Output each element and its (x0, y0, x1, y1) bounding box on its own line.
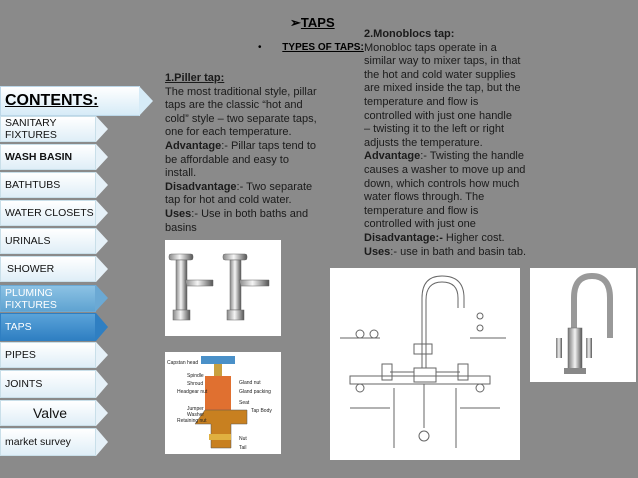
chevron-right-icon (96, 116, 108, 142)
nav-item-pipes[interactable] (0, 342, 110, 368)
nav-label: URINALS (5, 235, 51, 247)
diagram-label: Capstan head (167, 360, 199, 366)
contents-label: CONTENTS: (5, 92, 99, 109)
monobloc-line: the hot and cold water supplies (364, 68, 516, 81)
chevron-right-icon (96, 172, 108, 198)
diagram-label: Gland packing (239, 389, 271, 395)
nav-label: JOINTS (5, 378, 43, 390)
diagram-label: Nut (239, 436, 247, 442)
pillar-taps-image (165, 240, 281, 336)
pillar-line: cold” style – two separate taps, (165, 112, 317, 125)
pillar-line: taps are the classic “hot and (165, 99, 303, 112)
nav-item-wash-basin[interactable] (0, 144, 110, 170)
monobloc-line: adjusts the temperature. (364, 136, 483, 149)
nav-item-valve[interactable] (0, 400, 110, 426)
diagram-label: Shroud (187, 381, 204, 387)
pillar-tap-section (165, 72, 325, 235)
pillar-line: one for each temperature. (165, 126, 292, 139)
monobloc-line: similar way to mixer taps, in that (364, 55, 521, 68)
monobloc-line: controlled with just one handle (364, 109, 512, 122)
nav-label: SHOWER (7, 263, 55, 275)
diagram-label: Retaining nut (177, 418, 207, 424)
monobloc-tap-section (364, 28, 534, 259)
nav-label: PIPES (5, 349, 36, 361)
monobloc-line: temperature and flow is (364, 95, 479, 108)
diagram-label: Headgear nut (177, 389, 208, 395)
nav-item-taps[interactable] (0, 313, 110, 341)
monobloc-disadvantage: Disadvantage:- Higher cost. (364, 231, 505, 244)
diagram-label: Jumper (187, 406, 204, 412)
pillar-line: install. (165, 167, 197, 180)
nav-item-water-closets[interactable] (0, 200, 110, 226)
nav-label: SANITARY FIXTURES (5, 117, 57, 141)
monobloc-tap-image (530, 268, 636, 382)
arrow-bullet-icon: ➢ (290, 15, 301, 30)
pillar-line: be affordable and easy to (165, 153, 289, 166)
pillar-uses: Uses:- Use in both baths and (165, 207, 309, 220)
nav-item-pluming-fixtures[interactable] (0, 285, 110, 312)
monobloc-line: Monobloc taps operate in a (364, 41, 497, 54)
monobloc-heading: 2.Monoblocs tap: (364, 28, 455, 40)
nav-item-joints[interactable] (0, 370, 110, 398)
nav-item-market-survey[interactable] (0, 428, 110, 456)
bullet-icon: • (258, 42, 262, 53)
pillar-tap-diagram (165, 352, 281, 454)
nav-label: TAPS (5, 321, 32, 333)
chevron-right-icon (96, 428, 108, 456)
chevron-right-icon (96, 200, 108, 226)
nav-item-bathtubs[interactable] (0, 172, 110, 198)
nav-label: Valve (33, 405, 67, 421)
monobloc-line: causes a washer to move up and (364, 163, 526, 176)
monobloc-line: water flows through. The (364, 191, 485, 204)
monobloc-line: – twisting it to the left or right (364, 123, 505, 136)
chevron-right-icon (96, 256, 108, 282)
nav-label: market survey (5, 436, 71, 448)
diagram-label: Tap Body (251, 408, 272, 414)
diagram-label: Washer (187, 412, 205, 418)
nav-item-sanitary-fixtures[interactable] (0, 116, 110, 142)
diagram-label: Gland nut (239, 380, 261, 386)
pillar-advantage: Advantage:- Pillar taps tend to (165, 139, 317, 152)
chevron-right-icon (96, 313, 108, 341)
monobloc-line: are mixed inside the tap, but the (364, 82, 521, 95)
slide-title: ➢TAPS (290, 15, 335, 30)
contents-heading (0, 86, 140, 116)
contents-arrow-icon (139, 86, 153, 116)
pillar-line: basins (165, 221, 197, 234)
monobloc-advantage: Advantage:- Twisting the handle (364, 150, 524, 163)
pillar-line: tap for hot and cold water. (165, 194, 292, 207)
types-heading: • TYPES OF TAPS: (258, 42, 364, 53)
monobloc-line: down, which controls how much (364, 177, 520, 190)
pillar-disadvantage: Disadvantage:- Two separate (165, 180, 313, 193)
monobloc-line: temperature and flow is (364, 204, 479, 217)
chevron-right-icon (96, 144, 108, 170)
diagram-label: Tail (239, 445, 247, 451)
pillar-line: The most traditional style, pillar (165, 85, 317, 98)
monobloc-uses: Uses:- use in bath and basin tab. (364, 245, 527, 258)
chevron-right-icon (96, 285, 108, 311)
nav-label: BATHTUBS (5, 179, 61, 191)
chevron-right-icon (96, 228, 108, 254)
pillar-heading: 1.Piller tap: (165, 72, 225, 84)
chevron-right-icon (96, 370, 108, 398)
diagram-label: Seat (239, 400, 250, 406)
nav-item-urinals[interactable] (0, 228, 110, 254)
nav-label: WASH BASIN (5, 151, 73, 163)
chevron-right-icon (96, 400, 108, 426)
monobloc-line: controlled with just one (364, 218, 476, 231)
nav-label: PLUMING FIXTURES (5, 286, 57, 311)
diagram-label: Spindle (187, 373, 204, 379)
monobloc-exploded-diagram (330, 268, 520, 460)
nav-item-shower[interactable] (0, 256, 110, 282)
chevron-right-icon (96, 342, 108, 368)
nav-label: WATER CLOSETS (5, 207, 94, 219)
